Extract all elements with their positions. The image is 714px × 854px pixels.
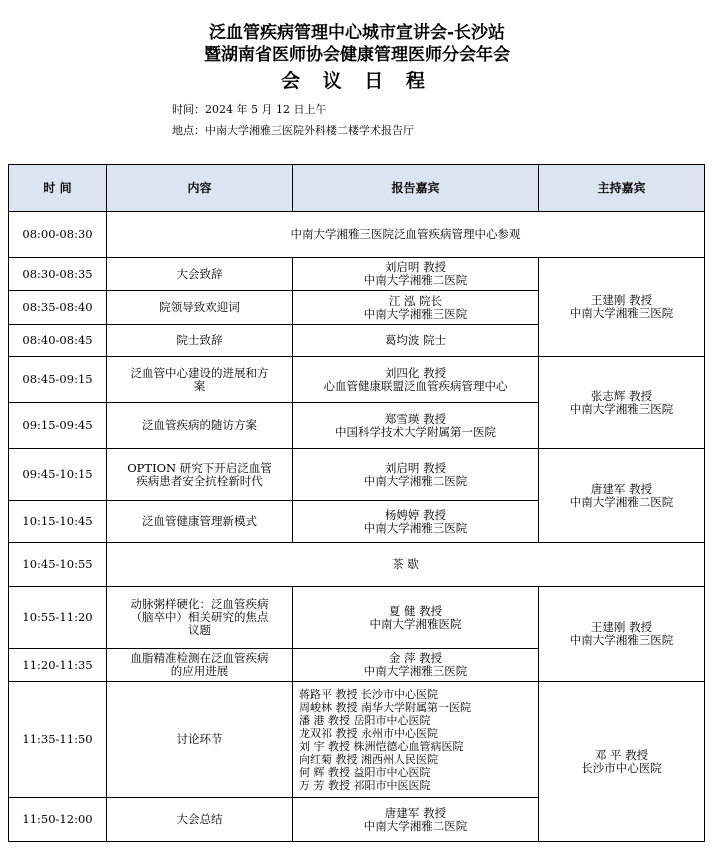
host-name: 王建刚 教授 xyxy=(590,620,653,634)
speaker-org: 中南大学湘雅三医院 xyxy=(363,664,468,678)
content-line: 议题 xyxy=(188,623,211,637)
speaker-name: 刘启明 教授 xyxy=(384,460,447,475)
content-cell: 院领导致欢迎词 xyxy=(107,291,293,325)
content-cell xyxy=(107,357,293,403)
time-cell: 08:00-08:30 xyxy=(9,212,107,258)
panelist: 周峻林 教授 南华大学附属第一医院 xyxy=(299,700,471,714)
table-row xyxy=(9,587,705,649)
content-cell xyxy=(107,449,293,501)
time-cell: 10:15-10:45 xyxy=(9,501,107,543)
time-cell: 11:50-12:00 xyxy=(9,798,107,842)
speaker-org: 中国科学技术大学附属第一医院 xyxy=(335,424,496,439)
host-org: 中南大学湘雅三医院 xyxy=(569,633,674,647)
content-cell xyxy=(107,649,293,682)
col-host: 主持嘉宾 xyxy=(539,165,705,212)
speaker-cell xyxy=(293,798,539,842)
speaker-org: 中南大学湘雅二医院 xyxy=(363,273,468,287)
speaker-cell xyxy=(293,649,539,682)
content-line: 案 xyxy=(193,378,206,393)
speaker-cell xyxy=(293,325,539,357)
speaker-name: 葛均波 院士 xyxy=(384,333,447,347)
host-cell xyxy=(539,449,705,543)
host-org: 中南大学湘雅三医院 xyxy=(569,401,674,416)
panelist: 潘 港 教授 岳阳市中心医院 xyxy=(299,713,431,727)
content-cell: 中南大学湘雅三医院泛血管疾病管理中心参观 xyxy=(107,212,705,258)
speaker-name: 郑雪瑛 教授 xyxy=(384,411,447,426)
speaker-org: 中南大学湘雅二医院 xyxy=(363,818,468,833)
content-cell: 讨论环节 xyxy=(107,682,293,798)
host-name: 唐建军 教授 xyxy=(590,481,653,496)
speaker-org: 中南大学湘雅三医院 xyxy=(363,520,468,535)
speaker-name: 刘四化 教授 xyxy=(384,365,447,380)
content-cell: 大会总结 xyxy=(107,798,293,842)
speaker-cell xyxy=(293,357,539,403)
content-line: 血脂精准检测在泛血管疾病 xyxy=(130,651,269,665)
time-cell: 11:35-11:50 xyxy=(9,682,107,798)
meeting-place: 地点：中南大学湘雅三医院外科楼二楼学术报告厅 xyxy=(172,124,414,137)
content-line: 动脉粥样硬化：泛血管疾病 xyxy=(130,597,269,611)
time-cell: 08:30-08:35 xyxy=(9,258,107,291)
title-line-2: 暨湖南省医师协会健康管理医师分会年会 xyxy=(204,45,510,65)
panelist: 向红菊 教授 湘西州人民医院 xyxy=(299,752,438,766)
content-line: 泛血管中心建设的进展和方 xyxy=(130,365,269,380)
meeting-time: 时间：2024 年 5 月 12 日上午 xyxy=(172,103,327,116)
speaker-org: 中南大学湘雅医院 xyxy=(369,616,462,631)
host-org: 长沙市中心医院 xyxy=(581,760,662,775)
schedule-table xyxy=(8,164,705,842)
table-row xyxy=(9,449,705,501)
panelist: 何 辉 教授 益阳市中心医院 xyxy=(299,765,431,779)
host-cell xyxy=(539,357,705,449)
panelist: 万 芳 教授 祁阳市中医医院 xyxy=(299,778,431,792)
speaker-org: 中南大学湘雅二医院 xyxy=(363,473,468,488)
host-name: 邓 平 教授 xyxy=(594,747,649,762)
panelist: 刘 宇 教授 株洲恺德心血管病医院 xyxy=(299,739,464,753)
content-cell: 泛血管健康管理新模式 xyxy=(107,501,293,543)
time-cell: 10:55-11:20 xyxy=(9,587,107,649)
time-cell: 09:15-09:45 xyxy=(9,403,107,449)
content-cell: 大会致辞 xyxy=(107,258,293,291)
speaker-cell xyxy=(293,449,539,501)
speaker-name: 江 泓 院长 xyxy=(388,293,443,308)
col-speaker: 报告嘉宾 xyxy=(293,165,539,212)
table-row xyxy=(9,543,705,587)
table-row xyxy=(9,258,705,291)
table-row xyxy=(9,682,705,798)
table-row xyxy=(9,212,705,258)
host-org: 中南大学湘雅三医院 xyxy=(569,306,674,320)
time-cell: 09:45-10:15 xyxy=(9,449,107,501)
time-cell: 08:35-08:40 xyxy=(9,291,107,325)
content-line: 的应用进展 xyxy=(170,664,229,678)
host-name: 王建刚 教授 xyxy=(590,293,653,307)
panelist: 龙双祁 教授 永州市中心医院 xyxy=(299,726,438,740)
title-schedule: 会 议 日 程 xyxy=(281,70,433,92)
speaker-cell xyxy=(293,291,539,325)
panelist: 蒋路平 教授 长沙市中心医院 xyxy=(299,687,438,701)
host-name: 张志辉 教授 xyxy=(590,388,653,403)
content-line: OPTION 研究下开启泛血管 xyxy=(127,460,272,475)
speaker-name: 唐建军 教授 xyxy=(384,805,447,820)
content-cell: 院士致辞 xyxy=(107,325,293,357)
panel-cell xyxy=(293,682,539,798)
table-row xyxy=(9,357,705,403)
col-content: 内容 xyxy=(107,165,293,212)
speaker-org: 中南大学湘雅三医院 xyxy=(363,306,468,321)
speaker-name: 夏 健 教授 xyxy=(388,603,443,618)
time-cell: 08:40-08:45 xyxy=(9,325,107,357)
content-line: （脑卒中）相关研究的焦点 xyxy=(130,610,269,624)
speaker-cell xyxy=(293,501,539,543)
title-line-1: 泛血管疾病管理中心城市宣讲会-长沙站 xyxy=(208,23,506,43)
content-line: 疾病患者安全抗栓新时代 xyxy=(136,473,263,488)
time-cell: 11:20-11:35 xyxy=(9,649,107,682)
host-org: 中南大学湘雅二医院 xyxy=(569,494,674,509)
speaker-cell xyxy=(293,403,539,449)
time-cell: 10:45-10:55 xyxy=(9,543,107,587)
speaker-cell xyxy=(293,258,539,291)
speaker-org: 心血管健康联盟泛血管疾病管理中心 xyxy=(323,378,508,393)
host-cell xyxy=(539,258,705,357)
break-cell: 茶 歇 xyxy=(107,543,705,587)
header-row xyxy=(9,165,705,212)
speaker-name: 杨娉婷 教授 xyxy=(384,507,447,522)
speaker-name: 金 萍 教授 xyxy=(388,651,443,665)
time-cell: 08:45-09:15 xyxy=(9,357,107,403)
speaker-cell xyxy=(293,587,539,649)
host-cell xyxy=(539,587,705,682)
content-cell: 泛血管疾病的随访方案 xyxy=(107,403,293,449)
speaker-name: 刘启明 教授 xyxy=(384,260,447,274)
col-time: 时 间 xyxy=(9,165,107,212)
content-cell xyxy=(107,587,293,649)
host-cell xyxy=(539,682,705,842)
